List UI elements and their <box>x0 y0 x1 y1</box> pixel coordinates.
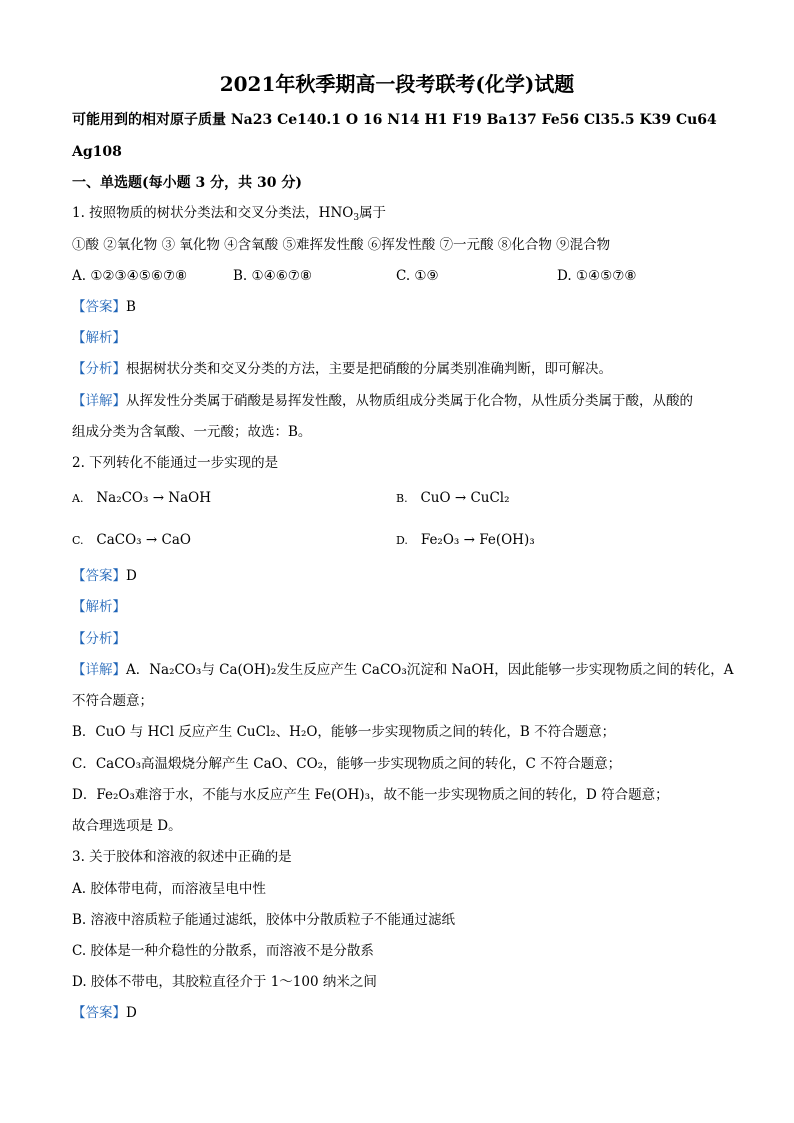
q2-analysis-label: 【解析】 <box>72 599 126 615</box>
q2-option-a <box>72 489 211 508</box>
q2-stem: 2. 下列转化不能通过一步实现的是 <box>72 455 279 471</box>
q3-option-b: B. 溶液中溶质粒子能通过滤纸，胶体中分散质粒子不能通过滤纸 <box>72 912 456 928</box>
q1-stem-sub: 3 <box>353 213 360 223</box>
answer-value: D <box>126 568 137 584</box>
answer-value: D <box>126 1005 137 1021</box>
q1-option-b: B. ①④⑥⑦⑧ <box>233 268 313 284</box>
option-label: A. <box>72 492 84 505</box>
detail-bracket: 【详解】 <box>72 393 126 409</box>
detail-text: 从挥发性分类属于硝酸是易挥发性酸，从物质组成分类属于化合物，从性质分类属于酸，从酸的 <box>126 393 693 409</box>
option-formula: CaCO₃ → CaO <box>96 532 191 548</box>
q1-detail-line2: 组成分类为含氧酸、一元酸；故选：B。 <box>72 424 312 440</box>
q3-option-a: A. 胶体带电荷，而溶液呈电中性 <box>72 881 266 897</box>
answer-bracket: 【答案】 <box>72 1005 126 1021</box>
atomic-mass-cont: Ag108 <box>72 144 122 160</box>
q2-detail-line5: D．Fe₂O₃难溶于水，不能与水反应产生 Fe(OH)₃，故不能一步实现物质之间的转化，D 符合题意； <box>72 787 669 803</box>
detail-text: A．Na₂CO₃与 Ca(OH)₂发生反应产生 CaCO₃沉淀和 NaOH，因此能够一步实现物质之间的转化，A <box>126 662 734 678</box>
option-label: C. <box>72 534 84 547</box>
q3-option-d: D. 胶体不带电，其胶粒直径介于 1～100 纳米之间 <box>72 974 377 990</box>
page-title: 2021年秋季期高一段考联考(化学)试题 <box>219 72 575 96</box>
option-formula: Na₂CO₃ → NaOH <box>96 490 212 506</box>
q2-detail-line3: B．CuO 与 HCl 反应产生 CuCl₂、H₂O，能够一步实现物质之间的转化，B 不符合题意； <box>72 724 616 740</box>
q1-stem-post: 属于 <box>359 205 387 221</box>
option-formula: CuO → CuCl₂ <box>420 490 510 506</box>
q1-option-c: C. ①⑨ <box>396 268 439 284</box>
q1-option-d: D. ①④⑤⑦⑧ <box>557 268 637 284</box>
atomic-mass-line: 可能用到的相对原子质量 Na23 Ce140.1 O 16 N14 H1 F19 Ba137 Fe56 Cl35.5 K39 Cu64 <box>72 112 717 128</box>
option-label: B. <box>396 492 408 505</box>
q2-option-b <box>396 489 510 508</box>
q1-analysis-label: 【解析】 <box>72 330 126 346</box>
option-formula: Fe₂O₃ → Fe(OH)₃ <box>420 532 535 548</box>
section-heading: 一、单选题(每小题 3 分，共 30 分) <box>72 175 302 191</box>
q1-detail-line1 <box>72 392 693 410</box>
q2-detail-line2: 不符合题意； <box>72 693 153 709</box>
fenxi-text: 根据树状分类和交叉分类的方法，主要是把硝酸的分属类别准确判断，即可解决。 <box>126 361 612 377</box>
q1-option-a: A. ①②③④⑤⑥⑦⑧ <box>72 268 188 284</box>
q1-stem-text: 1. 按照物质的树状分类法和交叉分类法，HNO <box>72 205 354 221</box>
q1-stem <box>72 204 386 222</box>
q3-stem: 3. 关于胶体和溶液的叙述中正确的是 <box>72 849 292 865</box>
q2-detail-line4: C．CaCO₃高温煅烧分解产生 CaO、CO₂，能够一步实现物质之间的转化，C 不符合题意； <box>72 756 622 772</box>
answer-value: B <box>126 299 136 315</box>
option-label: D. <box>396 534 408 547</box>
q2-detail-line6: 故合理选项是 D。 <box>72 818 182 834</box>
q1-items: ①酸 ②氧化物 ③ 氧化物 ④含氧酸 ⑤难挥发性酸 ⑥挥发性酸 ⑦一元酸 ⑧化合物 ⑨混合物 <box>72 237 611 253</box>
q2-answer <box>72 567 137 585</box>
q1-answer <box>72 298 136 316</box>
detail-bracket: 【详解】 <box>72 662 126 678</box>
q2-fenxi-label: 【分析】 <box>72 631 126 647</box>
q2-detail-line1 <box>72 661 734 679</box>
q2-option-c <box>72 531 191 550</box>
q3-answer <box>72 1004 137 1022</box>
answer-bracket: 【答案】 <box>72 568 126 584</box>
q3-option-c: C. 胶体是一种介稳性的分散系，而溶液不是分散系 <box>72 943 374 959</box>
fenxi-bracket: 【分析】 <box>72 361 126 377</box>
q2-option-d <box>396 531 535 550</box>
q1-fenxi <box>72 360 612 378</box>
answer-bracket: 【答案】 <box>72 299 126 315</box>
